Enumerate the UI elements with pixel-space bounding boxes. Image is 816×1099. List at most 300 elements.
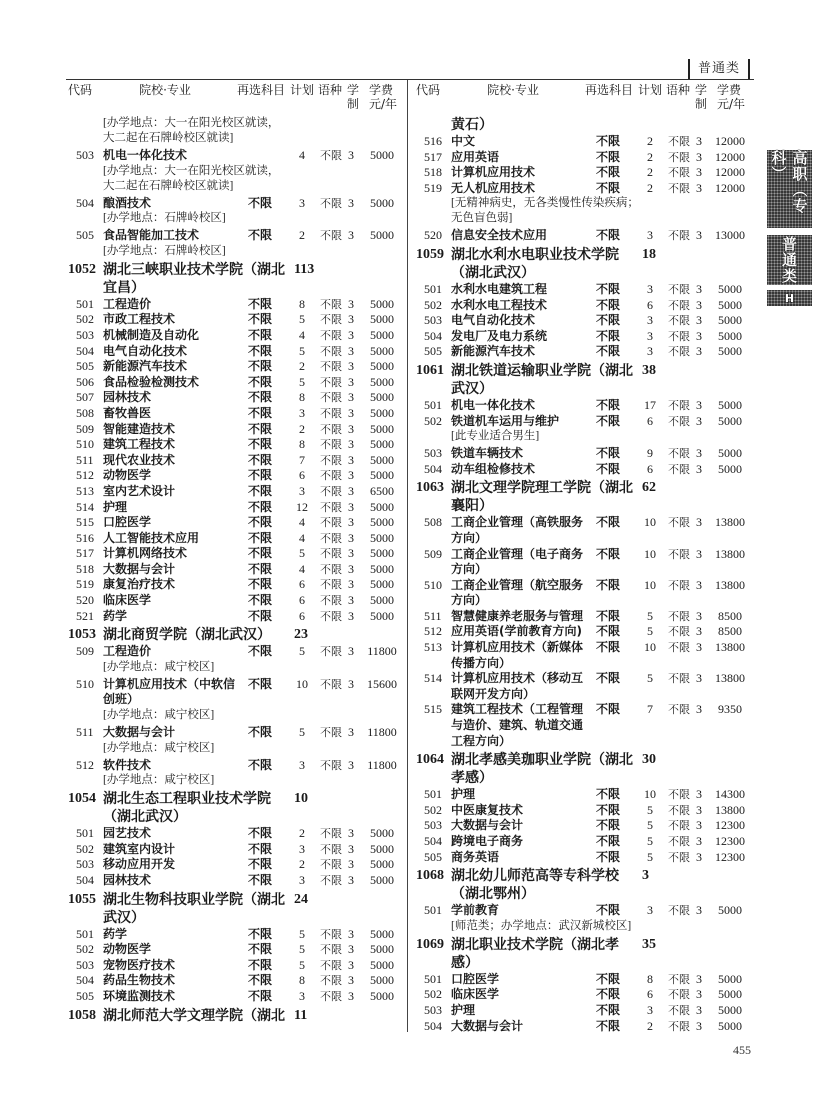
- header-code: 代码: [67, 83, 93, 97]
- program-note: [103, 660, 404, 675]
- institution-plan-count: 62: [642, 480, 656, 496]
- header-plan: 计划: [289, 83, 315, 97]
- program-name-line: 口腔医学: [451, 971, 500, 986]
- institution-name-line: 湖北职业技术学院（湖北孝: [451, 936, 619, 953]
- program-name-line: 动车组检修技术: [451, 461, 536, 476]
- language: 不限: [668, 462, 690, 476]
- plan-count: 6: [299, 577, 305, 592]
- program-name: [103, 344, 249, 360]
- study-years: 3: [696, 1018, 702, 1033]
- program-name-line: 新能源汽车技术: [103, 359, 188, 374]
- plan-count: 2: [299, 359, 305, 374]
- tuition-fee: 5000: [370, 343, 394, 358]
- plan-count: 5: [647, 818, 653, 833]
- language: 不限: [320, 531, 342, 545]
- tuition-fee: 13800: [715, 546, 745, 561]
- study-years: 3: [348, 437, 354, 452]
- program-name-line: 计算机应用技术（中软信: [103, 676, 236, 691]
- plan-count: 4: [299, 148, 305, 162]
- institution-name: [451, 867, 752, 903]
- subject-requirement: 不限: [248, 942, 273, 957]
- program-name-line: 铁道车辆技术: [451, 446, 524, 461]
- program-row: [68, 546, 404, 562]
- language: 不限: [668, 150, 690, 164]
- plan-count: 12: [296, 499, 308, 514]
- program-name: [103, 148, 249, 164]
- program-name-line: 工程造价: [103, 296, 152, 311]
- tuition-fee: 12300: [715, 818, 745, 833]
- plan-count: 5: [299, 942, 305, 957]
- plan-count: 2: [647, 180, 653, 195]
- language: 不限: [320, 196, 342, 210]
- program-name: [103, 562, 249, 578]
- subject-requirement: 不限: [596, 297, 621, 312]
- language: 不限: [668, 135, 690, 148]
- tuition-fee: 5000: [370, 942, 394, 957]
- tuition-fee: 5000: [370, 577, 394, 592]
- program-name-line: 建筑室内设计: [103, 841, 176, 856]
- program-note: [451, 196, 752, 226]
- plan-count: 3: [299, 195, 305, 210]
- institution-plan-count: 38: [642, 362, 656, 378]
- left-rows: [68, 116, 404, 1025]
- tuition-fee: 5000: [370, 530, 394, 545]
- program-name: [451, 987, 597, 1003]
- program-note: [103, 116, 404, 146]
- program-name: [103, 328, 249, 344]
- tuition-fee: 5000: [370, 926, 394, 941]
- program-row: [68, 196, 404, 212]
- language: 不限: [668, 329, 690, 343]
- subject-requirement: 不限: [596, 228, 621, 243]
- program-name: [451, 671, 597, 702]
- program-name: [103, 725, 249, 741]
- subject-requirement: 不限: [248, 390, 273, 405]
- side-tab-general-label: 普通类: [780, 236, 798, 284]
- program-code: 503: [424, 313, 442, 328]
- program-name: [103, 577, 249, 593]
- study-years: 3: [348, 468, 354, 483]
- institution-name-line: 湖北幼儿师范高等专科学校: [451, 868, 619, 885]
- program-code: 503: [76, 857, 94, 872]
- tuition-fee: 5000: [718, 281, 742, 296]
- institution-code: 1069: [416, 936, 444, 952]
- program-row: [68, 484, 404, 500]
- institution-header: [416, 479, 752, 515]
- program-code: 511: [424, 608, 442, 623]
- study-years: 3: [696, 702, 702, 717]
- program-name: [103, 758, 249, 774]
- program-row: [416, 834, 752, 850]
- study-years: 3: [348, 530, 354, 545]
- program-name: [103, 531, 249, 547]
- plan-count: 3: [647, 903, 653, 918]
- program-row: [416, 702, 752, 749]
- subject-requirement: 不限: [596, 702, 621, 717]
- study-years: 3: [348, 957, 354, 972]
- language: 不限: [668, 547, 690, 561]
- program-code: 518: [76, 561, 94, 576]
- tuition-fee: 5000: [370, 515, 394, 530]
- tuition-fee: 5000: [370, 546, 394, 561]
- program-name-line: 工商企业管理（电子商务: [451, 546, 584, 561]
- subject-requirement: 不限: [596, 281, 621, 296]
- program-note: [103, 211, 404, 226]
- study-years: 3: [696, 165, 702, 180]
- plan-count: 10: [296, 676, 308, 691]
- program-code: 503: [424, 1002, 442, 1017]
- institution-header: [68, 1007, 404, 1025]
- subject-requirement: 不限: [596, 971, 621, 986]
- language: 不限: [320, 391, 342, 405]
- tuition-fee: 13800: [715, 802, 745, 817]
- program-name: [451, 624, 597, 640]
- institution-name-line: 湖北文理学院理工学院（湖北: [451, 480, 633, 497]
- institution-name: [103, 1007, 404, 1025]
- program-name-line: 发电厂及电力系统: [451, 328, 548, 343]
- program-name-line: 联网开发方向）: [451, 686, 536, 701]
- language: 不限: [668, 835, 690, 848]
- header-plan: 计划: [637, 83, 663, 97]
- program-row: [416, 803, 752, 819]
- program-code: 515: [424, 702, 442, 717]
- program-name-line: 商务英语: [451, 849, 500, 864]
- institution-name: [451, 479, 752, 515]
- subject-requirement: 不限: [248, 195, 273, 210]
- note-line: 大二起在石牌岭校区就读]: [103, 179, 234, 192]
- program-code: 505: [424, 344, 442, 359]
- program-name-line: 计算机应用技术（移动互: [451, 671, 584, 686]
- subject-requirement: 不限: [596, 397, 621, 412]
- program-code: 509: [76, 644, 94, 659]
- plan-count: 7: [647, 702, 653, 717]
- program-code: 502: [424, 987, 442, 1002]
- program-row: [68, 942, 404, 958]
- plan-count: 2: [647, 165, 653, 180]
- subject-requirement: 不限: [596, 608, 621, 623]
- program-row: [68, 228, 404, 244]
- program-row: [68, 328, 404, 344]
- program-name-line: 康复治疗技术: [103, 577, 176, 592]
- study-years: 3: [696, 297, 702, 312]
- tuition-fee: 5000: [718, 461, 742, 476]
- program-name-line: 护理: [451, 787, 476, 802]
- program-name-line: 铁道机车运用与维护: [451, 413, 560, 428]
- program-row: [416, 609, 752, 625]
- language: 不限: [320, 344, 342, 358]
- program-code: 508: [76, 405, 94, 420]
- language: 不限: [320, 469, 342, 483]
- institution-header: [416, 936, 752, 972]
- language: 不限: [320, 360, 342, 374]
- study-years: 3: [348, 826, 354, 841]
- subject-requirement: 不限: [248, 561, 273, 576]
- program-row: [68, 857, 404, 873]
- program-name: [103, 437, 249, 453]
- language: 不限: [320, 842, 342, 856]
- program-name: [103, 500, 249, 516]
- program-name: [103, 406, 249, 422]
- program-name: [451, 134, 597, 150]
- program-code: 512: [76, 757, 94, 772]
- program-code: 503: [76, 148, 94, 162]
- language: 不限: [320, 958, 342, 972]
- tuition-fee: 5000: [718, 413, 742, 428]
- institution-header: [68, 626, 404, 644]
- study-years: 3: [696, 413, 702, 428]
- program-code: 507: [76, 390, 94, 405]
- program-code: 503: [76, 327, 94, 342]
- program-code: 514: [76, 499, 94, 514]
- tuition-fee: 5000: [370, 957, 394, 972]
- program-code: 517: [76, 546, 94, 561]
- program-row: [416, 987, 752, 1003]
- program-name-line: 跨境电子商务: [451, 834, 524, 848]
- note-line: [办学地点：大一在阳光校区就读，: [103, 117, 280, 129]
- language: 不限: [668, 641, 690, 655]
- header-name: 院校·专业: [487, 83, 539, 97]
- plan-count: 2: [299, 826, 305, 841]
- program-name-line: 建筑工程技术（工程管理: [451, 702, 584, 717]
- institution-name-line: 湖北生态工程职业技术学院: [103, 791, 271, 808]
- program-code: 520: [424, 228, 442, 243]
- category-tag: 普通类: [688, 59, 750, 79]
- subject-requirement: 不限: [596, 818, 621, 833]
- program-name: [451, 165, 597, 181]
- institution-header: [416, 751, 752, 787]
- program-name: [451, 702, 597, 749]
- program-name: [103, 468, 249, 484]
- institution-name-line: 湖北铁道运输职业学院（湖北: [451, 362, 633, 379]
- program-name: [451, 414, 597, 430]
- language: 不限: [668, 904, 690, 918]
- program-name-line: 学前教育: [451, 903, 500, 918]
- plan-count: 5: [299, 725, 305, 740]
- program-code: 516: [424, 134, 442, 148]
- program-name-line: 畜牧兽医: [103, 405, 152, 420]
- subject-requirement: 不限: [596, 546, 621, 561]
- header-language: 语种: [665, 83, 691, 97]
- plan-count: 4: [299, 327, 305, 342]
- header-fee-top: 学费: [368, 83, 394, 97]
- note-line: [办学地点：咸宁校区]: [103, 709, 215, 722]
- program-name: [451, 515, 597, 546]
- language: 不限: [320, 578, 342, 592]
- tuition-fee: 5000: [370, 608, 394, 623]
- program-name-line: 应用英语: [451, 149, 500, 164]
- tuition-fee: 12000: [715, 149, 745, 164]
- study-years: 3: [696, 446, 702, 461]
- study-years: 3: [696, 608, 702, 623]
- program-name: [451, 818, 597, 834]
- program-row: [416, 462, 752, 478]
- language: 不限: [668, 625, 690, 639]
- study-years: 3: [348, 676, 354, 691]
- program-name-line: 工程方向）: [451, 733, 512, 748]
- program-row: [416, 624, 752, 640]
- language: 不限: [668, 988, 690, 1002]
- program-name: [103, 196, 249, 212]
- study-years: 3: [348, 499, 354, 514]
- subject-requirement: 不限: [248, 757, 273, 772]
- program-name-line: 水利水电建筑工程: [451, 281, 548, 296]
- tuition-fee: 8500: [718, 608, 742, 623]
- subject-requirement: 不限: [596, 671, 621, 686]
- plan-count: 5: [299, 374, 305, 389]
- subject-requirement: 不限: [596, 849, 621, 864]
- language: 不限: [320, 297, 342, 311]
- program-name-line: 动物医学: [103, 468, 152, 483]
- program-row: [416, 850, 752, 866]
- plan-count: 10: [644, 640, 656, 655]
- program-row: [68, 989, 404, 1005]
- study-years: 3: [348, 546, 354, 561]
- tuition-fee: 9350: [718, 702, 742, 717]
- program-name: [451, 972, 597, 988]
- note-line: 无色盲色弱]: [451, 212, 513, 225]
- program-note: [103, 164, 404, 194]
- program-row: [68, 677, 404, 708]
- plan-count: 2: [647, 149, 653, 164]
- tuition-fee: 5000: [718, 1002, 742, 1017]
- study-years: 3: [696, 397, 702, 412]
- plan-count: 8: [299, 390, 305, 405]
- program-code: 501: [424, 971, 442, 986]
- tuition-fee: 5000: [718, 971, 742, 986]
- program-code: 501: [76, 296, 94, 311]
- program-code: 502: [424, 413, 442, 428]
- header-years-bottom: 制: [346, 97, 360, 111]
- program-name-line: 与造价、建筑、轨道交通: [451, 718, 584, 733]
- study-years: 3: [696, 149, 702, 164]
- institution-name: [103, 790, 404, 826]
- program-name-line: 人工智能技术应用: [103, 530, 200, 545]
- program-code: 501: [424, 903, 442, 918]
- program-name: [451, 329, 597, 345]
- institution-name-line: 黄石）: [451, 117, 493, 133]
- language: 不限: [668, 578, 690, 592]
- subject-requirement: 不限: [248, 228, 273, 243]
- program-name-line: 工商企业管理（航空服务: [451, 577, 584, 592]
- plan-count: 17: [644, 397, 656, 412]
- program-name-line: 方向）: [451, 593, 488, 608]
- study-years: 3: [696, 834, 702, 848]
- language: 不限: [320, 858, 342, 872]
- study-years: 3: [696, 313, 702, 328]
- subject-requirement: 不限: [248, 725, 273, 740]
- program-name-line: 无人机应用技术: [451, 180, 536, 195]
- subject-requirement: 不限: [596, 413, 621, 428]
- program-name-line: 工商企业管理（高铁服务: [451, 515, 584, 530]
- note-line: [此专业适合男生]: [451, 430, 540, 443]
- subject-requirement: 不限: [596, 577, 621, 592]
- study-years: 3: [348, 228, 354, 243]
- header-years-bottom: 制: [694, 97, 708, 111]
- language: 不限: [320, 328, 342, 342]
- program-row: [68, 644, 404, 660]
- study-years: 3: [348, 841, 354, 856]
- plan-count: 2: [647, 134, 653, 148]
- program-code: 519: [76, 577, 94, 592]
- study-years: 3: [696, 671, 702, 686]
- tuition-fee: 5000: [370, 499, 394, 514]
- program-name: [103, 826, 249, 842]
- language: 不限: [668, 298, 690, 312]
- program-name-line: 护理: [103, 499, 128, 514]
- subject-requirement: 不限: [596, 165, 621, 180]
- program-name: [103, 857, 249, 873]
- subject-requirement: 不限: [248, 926, 273, 941]
- language: 不限: [668, 314, 690, 328]
- language: 不限: [320, 229, 342, 243]
- header-fee-bottom: 元/年: [716, 97, 746, 111]
- plan-count: 5: [647, 834, 653, 848]
- institution-header: [416, 867, 752, 903]
- program-name-line: 中文: [451, 134, 476, 148]
- program-row: [416, 228, 752, 244]
- study-years: 3: [348, 988, 354, 1003]
- program-code: 515: [76, 515, 94, 530]
- subject-requirement: 不限: [248, 374, 273, 389]
- institution-code: 1054: [68, 791, 96, 807]
- program-row: [416, 344, 752, 360]
- study-years: 3: [348, 608, 354, 623]
- plan-count: 3: [299, 757, 305, 772]
- subject-requirement: 不限: [248, 515, 273, 530]
- program-name: [103, 973, 249, 989]
- note-line: [师范类；办学地点：武汉新城校区]: [451, 919, 632, 932]
- subject-requirement: 不限: [248, 452, 273, 467]
- header-subject: 再选科目: [584, 83, 634, 97]
- study-years: 3: [348, 644, 354, 659]
- program-name-line: 建筑工程技术: [103, 437, 176, 452]
- program-row: [416, 671, 752, 702]
- study-years: 3: [348, 327, 354, 342]
- program-name-line: 园林技术: [103, 873, 152, 887]
- subject-requirement: 不限: [248, 421, 273, 436]
- program-name-line: 园艺技术: [103, 826, 152, 841]
- study-years: 3: [348, 757, 354, 772]
- language: 不限: [668, 850, 690, 864]
- plan-count: 5: [299, 546, 305, 561]
- tuition-fee: 5000: [370, 374, 394, 389]
- study-years: 3: [696, 344, 702, 359]
- plan-count: 6: [299, 593, 305, 608]
- program-name-line: 口腔医学: [103, 515, 152, 530]
- plan-count: 5: [647, 624, 653, 639]
- program-name: [103, 927, 249, 943]
- plan-count: 3: [299, 841, 305, 856]
- study-years: 3: [696, 818, 702, 833]
- left-column: [68, 82, 404, 1025]
- program-note: [103, 773, 404, 788]
- program-code: 518: [424, 165, 442, 180]
- tuition-fee: 5000: [718, 903, 742, 918]
- program-name-line: 大数据与会计: [103, 561, 176, 576]
- program-row: [68, 406, 404, 422]
- language: 不限: [668, 181, 690, 195]
- program-note: [103, 244, 404, 259]
- tuition-fee: 13800: [715, 515, 745, 530]
- program-name: [103, 375, 249, 391]
- subject-requirement: 不限: [248, 857, 273, 872]
- language: 不限: [668, 229, 690, 243]
- program-row: [68, 577, 404, 593]
- program-name-line: 新能源汽车技术: [451, 344, 536, 359]
- plan-count: 6: [647, 297, 653, 312]
- subject-requirement: 不限: [596, 987, 621, 1002]
- tuition-fee: 14300: [715, 787, 745, 802]
